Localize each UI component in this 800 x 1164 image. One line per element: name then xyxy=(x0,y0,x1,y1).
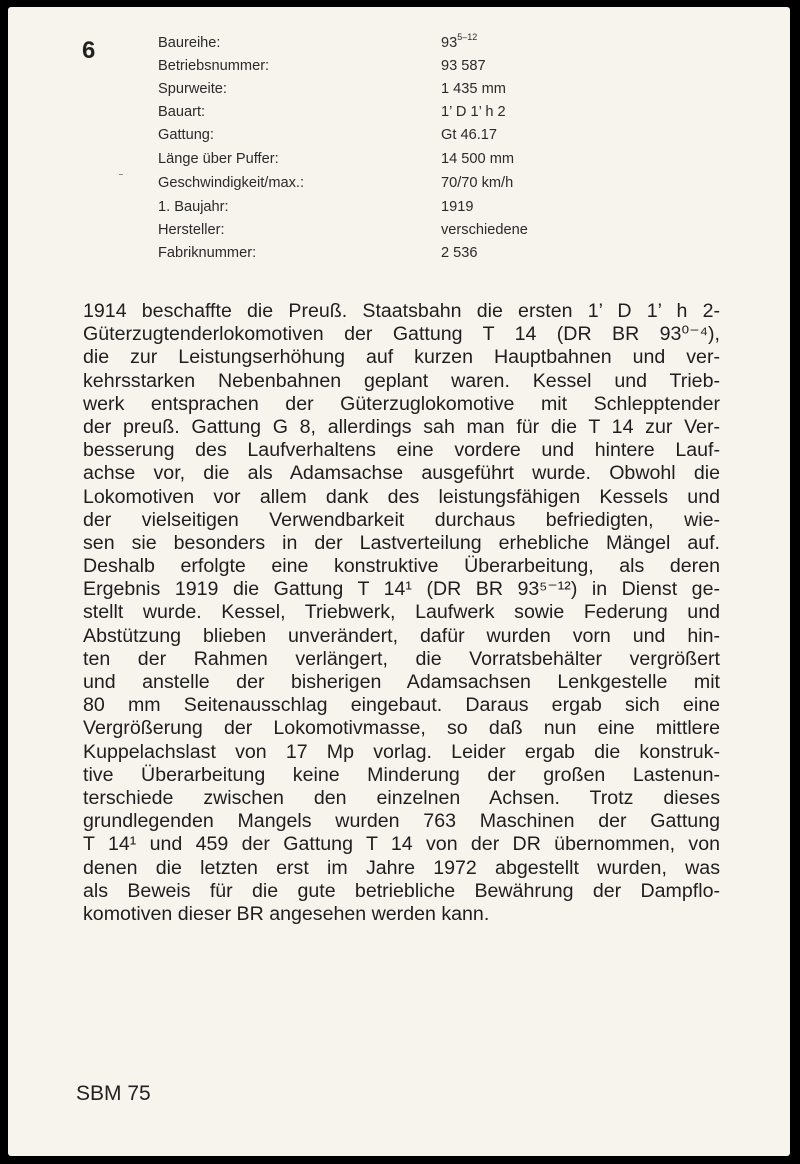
spec-row xyxy=(8,32,568,58)
spec-value: verschiedene xyxy=(441,222,528,238)
description-text xyxy=(83,300,720,926)
spec-label: Bauart: xyxy=(158,104,206,120)
footer-code: SBM 75 xyxy=(76,1082,151,1105)
text-line: Kuppelachslast von 17 Mp vorlag. Leider ergab die konstruk- xyxy=(83,740,720,763)
spec-label: Betriebsnummer: xyxy=(158,58,270,74)
text-line: 1914 beschaffte die Preuß. Staatsbahn die ersten 1’ D 1’ h 2- xyxy=(83,300,720,322)
spec-value: 1919 xyxy=(441,199,474,215)
text-line: werk entsprachen der Güterzuglokomotive mit Schlepptender xyxy=(83,392,720,415)
spec-row xyxy=(8,245,568,268)
text-line: T 14¹ und 459 der Gattung T 14 von der DR übernommen, von xyxy=(83,833,720,856)
text-line: Lokomotiven vor allem dank des leistungsfähigen Kessels und xyxy=(83,485,720,508)
text-line: komotiven dieser BR angesehen werden kann. xyxy=(83,902,490,925)
text-line: achse vor, die als Adamsachse ausgeführt wurde. Obwohl die xyxy=(83,462,720,485)
text-line: 80 mm Seitenausschlag eingebaut. Daraus ergab sich eine xyxy=(83,694,720,717)
text-line: grundlegenden Mangels wurden 763 Maschinen der Gattung xyxy=(83,810,720,833)
text-line: der preuß. Gattung G 8, allerdings sah man für die T 14 zur Ver- xyxy=(83,415,720,438)
text-line: terschiede zwischen den einzelnen Achsen. Trotz dieses xyxy=(83,786,720,809)
spec-row xyxy=(8,104,568,127)
text-line: der vielseitigen Verwendbarkeit durchaus befriedigten, wie- xyxy=(83,508,720,531)
spec-value-superscript: 5–12 xyxy=(457,32,478,42)
spec-label: Länge über Puffer: xyxy=(158,151,279,167)
text-line: Ergebnis 1919 die Gattung T 14¹ (DR BR 93⁵⁻¹²) in Dienst ge- xyxy=(83,578,720,601)
card xyxy=(8,7,790,1156)
spec-row xyxy=(8,222,568,245)
spec-value: 1 435 mm xyxy=(441,81,506,97)
spec-row xyxy=(8,151,568,174)
text-line: Deshalb erfolgte eine konstruktive Überarbeitung, als deren xyxy=(83,555,720,578)
text-line: besserung des Laufverhaltens eine vordere und hintere Lauf- xyxy=(83,439,720,462)
card-number: 6 xyxy=(82,37,96,64)
spec-value: 93 587 xyxy=(441,58,486,74)
spec-label: Geschwindigkeit/max.: xyxy=(158,175,304,191)
spec-value: 14 500 mm xyxy=(441,151,515,167)
spec-label: Baureihe: xyxy=(158,35,221,51)
spec-value: 93$^{5-12}$ xyxy=(441,32,478,51)
text-line: die zur Leistungserhöhung auf kurzen Hauptbahnen und ver- xyxy=(83,346,720,369)
text-line: und anstelle der bisherigen Adamsachsen Lenkgestelle mit xyxy=(83,671,720,693)
text-line: kehrsstarken Nebenbahnen geplant waren. Kessel und Trieb- xyxy=(83,369,720,392)
spec-row xyxy=(8,175,568,198)
spec-row xyxy=(8,199,568,222)
spec-label: Hersteller: xyxy=(158,222,225,238)
spec-value: 1’ D 1’ h 2 xyxy=(441,104,506,120)
spec-row xyxy=(8,58,568,81)
text-line: als Beweis für die gute betriebliche Bewährung der Dampflo- xyxy=(83,879,720,902)
text-line: denen die letzten erst im Jahre 1972 abgestellt wurden, was xyxy=(83,856,720,879)
text-line: tive Überarbeitung keine Minderung der großen Lastenun- xyxy=(83,763,720,786)
spec-value: Gt 46.17 xyxy=(441,127,497,143)
spec-row xyxy=(8,127,568,150)
text-line: sen sie besonders in der Lastverteilung erhebliche Mängel auf. xyxy=(83,531,720,554)
text-line: Vergrößerung der Lokomotivmasse, so daß nun eine mittlere xyxy=(83,717,720,740)
text-line: Abstützung blieben unverändert, dafür wurden vorn und hin- xyxy=(83,624,720,647)
spec-value: 2 536 xyxy=(441,245,478,261)
spec-row xyxy=(8,81,568,104)
spec-label: Spurweite: xyxy=(158,81,227,97)
spec-label: 1. Baujahr: xyxy=(158,199,229,215)
text-line: stellt wurde. Kessel, Triebwerk, Laufwerk sowie Federung und xyxy=(83,601,720,624)
spec-label: Gattung: xyxy=(158,127,214,143)
text-line: Güterzugtenderlokomotiven der Gattung T 14 (DR BR 93⁰⁻⁴), xyxy=(83,323,720,346)
spec-value: 70/70 km/h xyxy=(441,175,514,191)
spec-label: Fabriknummer: xyxy=(158,245,257,261)
text-line: ten der Rahmen verlängert, die Vorratsbehälter vergrößert xyxy=(83,647,720,670)
